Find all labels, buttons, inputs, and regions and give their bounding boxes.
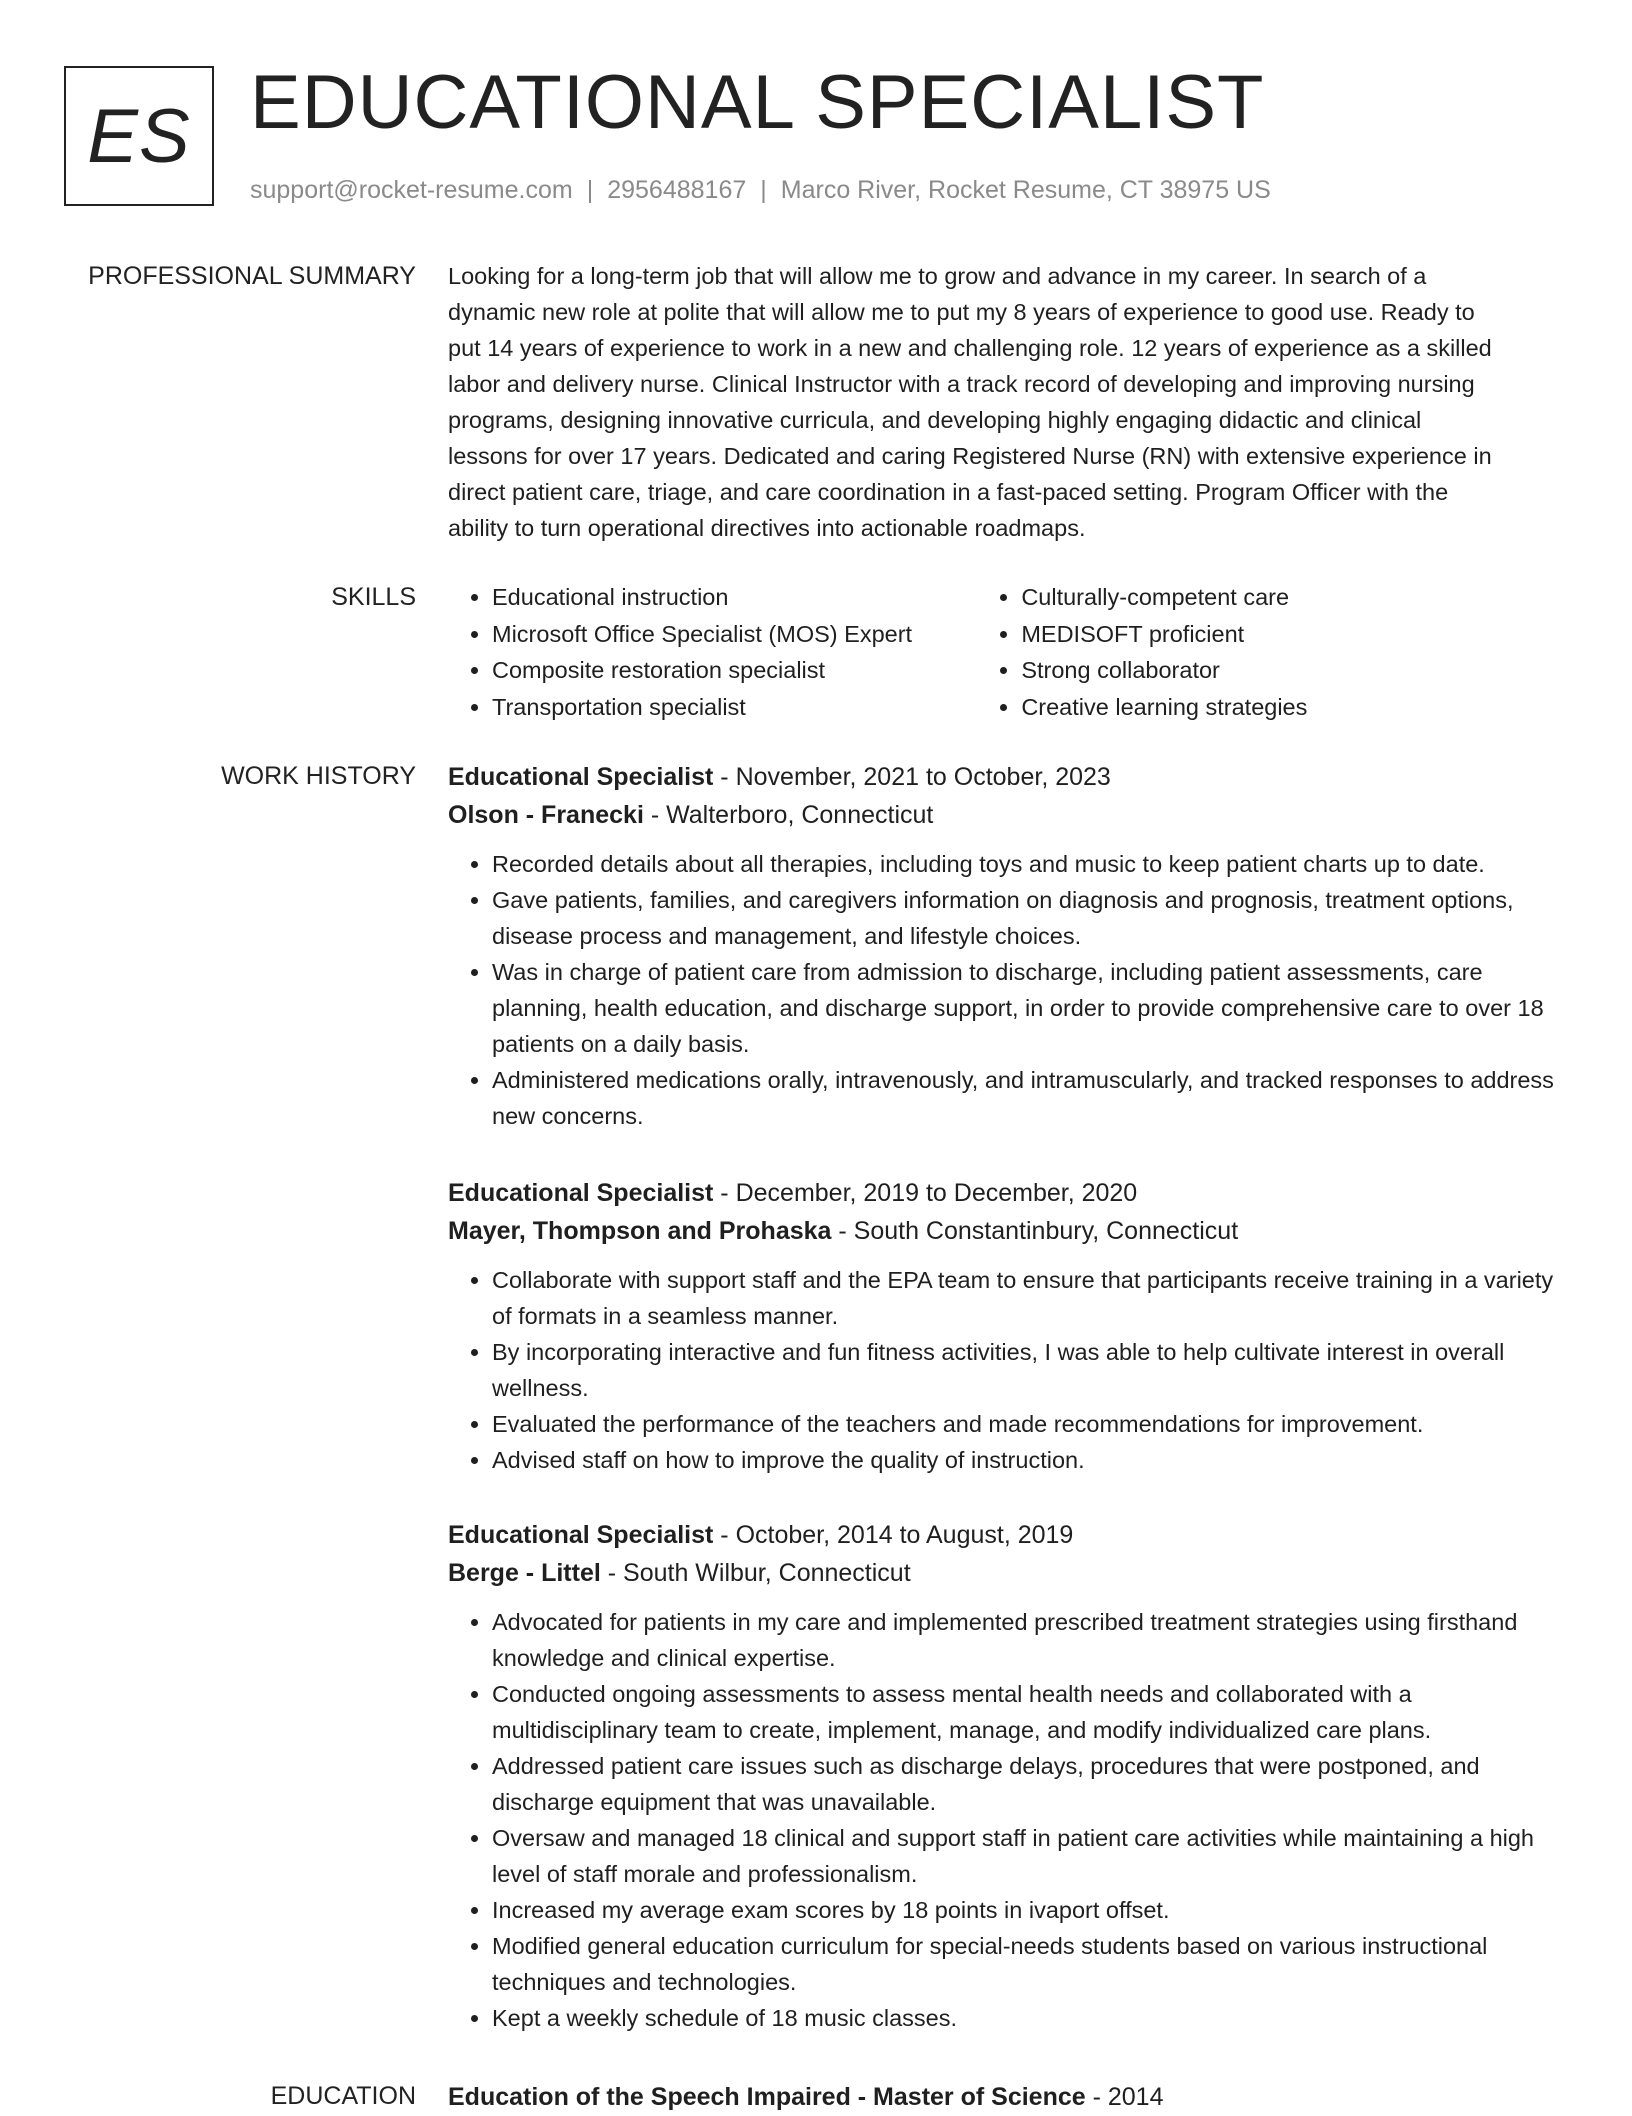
- skill-item: • MEDISOFT proficient: [1021, 616, 1568, 653]
- job-bullet: • Modified general education curriculum for special-needs students based on various instructional techniques and technologies.: [492, 1928, 1568, 2000]
- job-bullets: [448, 1604, 1568, 2036]
- job-dates: - November, 2021 to October, 2023: [713, 763, 1111, 791]
- summary-line: direct patient care, triage, and care coordination in a fast-paced setting. Program Officer with the: [448, 479, 1449, 505]
- job-company-line: [448, 1554, 1568, 1592]
- job-bullet: • By incorporating interactive and fun fitness activities, I was able to help cultivate interest in overall wellness.: [492, 1334, 1568, 1406]
- education-line: [448, 2078, 1568, 2116]
- section-label-summary: PROFESSIONAL SUMMARY: [88, 262, 416, 290]
- skill-item: • Composite restoration specialist: [492, 652, 977, 689]
- contact-phone: 2956488167: [607, 176, 747, 204]
- skill-item: • Culturally-competent care: [1021, 579, 1568, 616]
- job-bullet: • Advocated for patients in my care and implemented prescribed treatment strategies using firsthand knowledge and clinical expertise.: [492, 1604, 1568, 1676]
- skills-column-2: [977, 579, 1568, 725]
- job-title-line: [448, 1516, 1568, 1554]
- job-entry-body: [448, 758, 1568, 1134]
- job-title-line: [448, 1174, 1568, 1212]
- job-bullet: • Conducted ongoing assessments to assess mental health needs and collaborated with a multidisciplinary team to create, implement, manage, and modify individualized care plans.: [492, 1676, 1568, 1748]
- monogram-logo: ES: [64, 66, 214, 206]
- section-label-work-history: WORK HISTORY: [221, 762, 416, 790]
- contact-separator: |: [760, 176, 767, 204]
- job-bullet: • Was in charge of patient care from admission to discharge, including patient assessments, care planning, health education, and discharge support, in order to provide comprehensive care to over 18 patients on a daily basis.: [492, 954, 1568, 1062]
- job-bullet: • Oversaw and managed 18 clinical and support staff in patient care activities while maintaining a high level of staff morale and professionalism.: [492, 1820, 1568, 1892]
- skill-item: • Microsoft Office Specialist (MOS) Expert: [492, 616, 977, 653]
- job-bullet: • Advised staff on how to improve the quality of instruction.: [492, 1442, 1568, 1478]
- skills-column-1: [448, 579, 977, 725]
- job-dates: - October, 2014 to August, 2019: [713, 1521, 1074, 1549]
- job-dates: - December, 2019 to December, 2020: [713, 1179, 1138, 1207]
- summary-line: labor and delivery nurse. Clinical Instructor with a track record of developing and improving nursing: [448, 371, 1475, 397]
- section-label-education: EDUCATION: [270, 2082, 416, 2110]
- job-entry-body: [448, 1516, 1568, 2036]
- job-location: - South Constantinbury, Connecticut: [831, 1217, 1239, 1245]
- job-company-line: [448, 796, 1568, 834]
- summary-line: programs, designing innovative curricula, and developing highly engaging didactic and clinical: [448, 407, 1422, 433]
- education-body: [448, 2078, 1568, 2116]
- summary-line: dynamic new role at polite that will allow me to put my 8 years of experience to good use. Ready to: [448, 299, 1475, 325]
- summary-line: ability to turn operational directives into actionable roadmaps.: [448, 515, 1086, 541]
- job-bullet: • Recorded details about all therapies, including toys and music to keep patient charts up to date.: [492, 846, 1568, 882]
- job-title-line: [448, 758, 1568, 796]
- job-bullet: • Increased my average exam scores by 18 points in ivaport offset.: [492, 1892, 1568, 1928]
- job-title: Educational Specialist: [448, 1521, 714, 1549]
- education-degree: Education of the Speech Impaired - Master of Science: [448, 2083, 1086, 2111]
- skill-item: • Transportation specialist: [492, 689, 977, 726]
- contact-line: [250, 174, 1271, 206]
- skills-list: [448, 579, 1568, 725]
- job-location: - Walterboro, Connecticut: [643, 801, 934, 829]
- job-company-line: [448, 1212, 1568, 1250]
- job-title: Educational Specialist: [448, 763, 714, 791]
- job-company: Mayer, Thompson and Prohaska: [448, 1217, 832, 1245]
- contact-separator: |: [586, 176, 594, 204]
- job-company: Berge - Littel: [448, 1559, 601, 1587]
- job-bullet: • Addressed patient care issues such as discharge delays, procedures that were postponed, and discharge equipment that was unavailable.: [492, 1748, 1568, 1820]
- job-bullet: • Kept a weekly schedule of 18 music classes.: [492, 2000, 1568, 2036]
- resume-title: EDUCATIONAL SPECIALIST: [250, 60, 1265, 145]
- education-year: - 2014: [1085, 2083, 1164, 2111]
- contact-email: support@rocket-resume.com: [250, 176, 573, 204]
- job-bullets: [448, 846, 1568, 1134]
- job-bullets: [448, 1262, 1568, 1478]
- skill-item: • Educational instruction: [492, 579, 977, 616]
- job-bullet: • Collaborate with support staff and the EPA team to ensure that participants receive training in a variety of formats in a seamless manner.: [492, 1262, 1568, 1334]
- section-label-skills: SKILLS: [331, 583, 416, 611]
- job-location: - South Wilbur, Connecticut: [600, 1559, 911, 1587]
- contact-address: Marco River, Rocket Resume, CT 38975 US: [780, 176, 1271, 204]
- summary-line: Looking for a long-term job that will allow me to grow and advance in my career. In search of a: [448, 263, 1427, 289]
- job-company: Olson - Franecki: [448, 801, 644, 829]
- summary-body: [448, 258, 1568, 546]
- job-bullet: • Evaluated the performance of the teachers and made recommendations for improvement.: [492, 1406, 1568, 1442]
- job-bullet: • Gave patients, families, and caregivers information on diagnosis and prognosis, treatment options, disease process and management, and lifestyle choices.: [492, 882, 1568, 954]
- job-entry-body: [448, 1174, 1568, 1478]
- summary-line: put 14 years of experience to work in a new and challenging role. 12 years of experience as a skilled: [448, 335, 1492, 361]
- skill-item: • Creative learning strategies: [1021, 689, 1568, 726]
- job-bullet: • Administered medications orally, intravenously, and intramuscularly, and tracked responses to address new concerns.: [492, 1062, 1568, 1134]
- summary-line: lessons for over 17 years. Dedicated and caring Registered Nurse (RN) with extensive experience in: [448, 443, 1492, 469]
- skill-item: • Strong collaborator: [1021, 652, 1568, 689]
- job-title: Educational Specialist: [448, 1179, 714, 1207]
